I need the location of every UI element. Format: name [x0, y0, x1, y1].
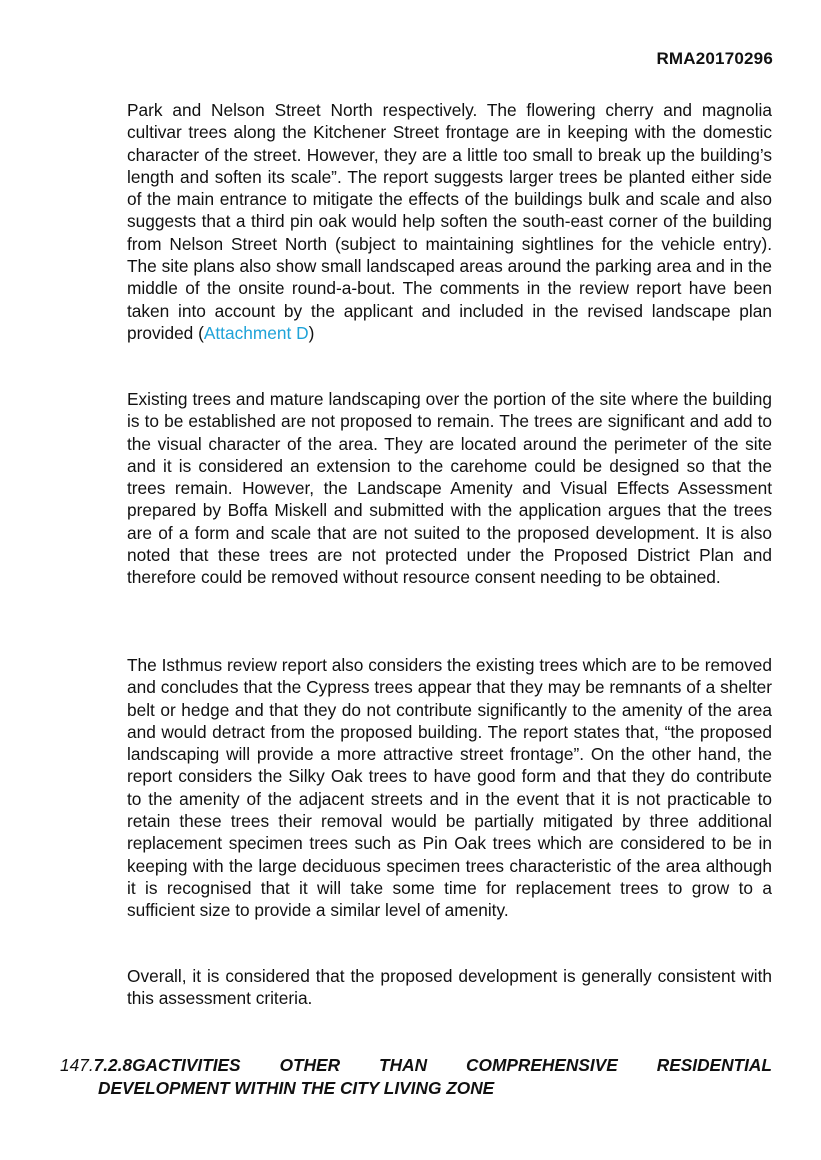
heading-word: ACTIVITIES	[145, 1055, 241, 1075]
heading-word: COMPREHENSIVE	[466, 1055, 618, 1075]
attachment-d-link[interactable]: Attachment D	[203, 322, 309, 343]
paragraph-landscaping-review	[127, 99, 772, 344]
heading-word: OTHER	[279, 1055, 341, 1075]
section-number-and-code	[60, 1054, 241, 1077]
heading-word: THAN	[379, 1055, 428, 1075]
paragraph-text: The Isthmus review report also considers the existing trees which are to be removed and concludes that the Cypress trees appear that they may be remnants of a shelter belt or hedge and that they do not contribute significantly to the amenity of the area and would detract from the proposed building. The report states that, “the proposed landscaping will provide a more attractive street frontage”. On the other hand, the report considers the Silky Oak trees to have good form and that they do contribute to the amenity of the adjacent streets and in the event that it is not practicable to retain these trees their removal would be partially mitigated by three additional replacement specimen trees such as Pin Oak trees which are considered to be in keeping with the large deciduous specimen trees characteristic of the area although it is recognised that it will take some time for replacement trees to grow to a sufficient size to provide a similar level of amenity.	[127, 655, 772, 921]
document-reference: RMA20170296	[656, 49, 773, 68]
paragraph-isthmus-review	[127, 654, 772, 922]
paragraph-text: Overall, it is considered that the proposed development is generally consistent with this assessment criteria.	[127, 966, 772, 1009]
section-number: 147.	[60, 1055, 94, 1075]
section-code: 7.2.8G	[93, 1055, 146, 1075]
section-heading-line-1	[60, 1054, 772, 1077]
section-heading	[60, 1054, 772, 1100]
paragraph-text: Park and Nelson Street North respectively. The flowering cherry and magnolia cultivar trees along the Kitchener Street frontage are in keeping with the domestic character of the street. However, they are a little too small to break up the building’s length and soften its scale”. The report suggests larger trees be planted either side of the main entrance to mitigate the effects of the buildings bulk and scale and also suggests that a third pin oak would help soften the south-east corner of the building from Nelson Street North (subject to maintaining sightlines for the vehicle entry). The site plans also show small landscaped areas around the parking area and in the middle of the onsite round-a-bout. The comments in the review report have been taken into account by the applicant and included in the revised landscape plan provided (	[127, 100, 772, 343]
paragraph-text-end: )	[308, 322, 315, 343]
paragraph-text: Existing trees and mature landscaping over the portion of the site where the building is to be established are not proposed to remain. The trees are significant and add to the visual character of the area. They are located around the perimeter of the site and it is considered an extension to the carehome could be designed so that the trees remain. However, the Landscape Amenity and Visual Effects Assessment prepared by Boffa Miskell and submitted with the application argues that the trees are of a form and scale that are not suited to the proposed development. It is also noted that these trees are not protected under the Proposed District Plan and therefore could be removed without resource consent needing to be obtained.	[127, 389, 772, 588]
paragraph-existing-trees	[127, 388, 772, 589]
heading-word: RESIDENTIAL	[656, 1055, 772, 1075]
section-heading-line-2: DEVELOPMENT WITHIN THE CITY LIVING ZONE	[98, 1078, 495, 1098]
paragraph-overall-conclusion	[127, 965, 772, 1010]
